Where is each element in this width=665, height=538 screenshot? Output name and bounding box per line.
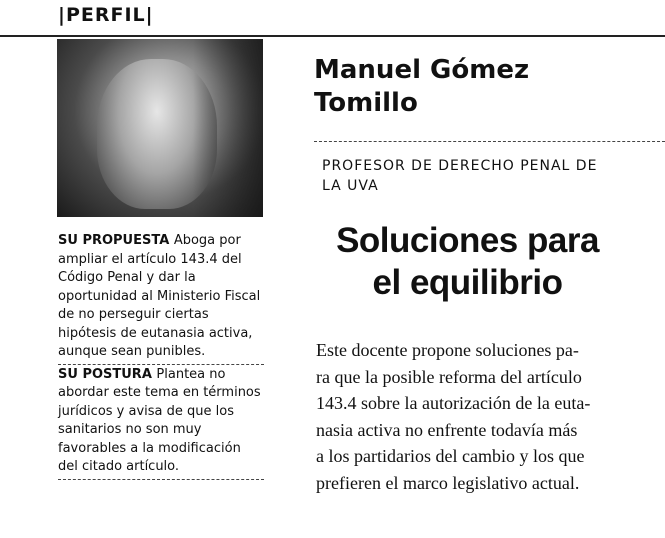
top-rule bbox=[0, 35, 665, 37]
body-line: ra que la posible reforma del artículo bbox=[316, 366, 582, 387]
portrait-shade bbox=[193, 39, 263, 217]
person-role bbox=[322, 156, 642, 196]
body-line: 143.4 sobre la autorización de la euta- bbox=[316, 393, 591, 413]
person-role-line2: LA UVA bbox=[322, 178, 379, 194]
propuesta-block bbox=[58, 232, 264, 362]
section-label: |PERFIL| bbox=[58, 4, 154, 26]
body-text bbox=[316, 337, 626, 496]
name-divider bbox=[314, 141, 665, 142]
headline-line2: el equilibrio bbox=[372, 263, 563, 302]
headline-line1: Soluciones para bbox=[336, 221, 599, 260]
propuesta-label: SU PROPUESTA bbox=[58, 233, 174, 248]
person-role-line1: PROFESOR DE DERECHO PENAL DE bbox=[322, 158, 598, 174]
portrait-photo bbox=[57, 39, 263, 217]
sidebar-divider-bottom bbox=[58, 479, 264, 480]
postura-text: Plantea no abordar este tema en términos jurídicos y avisa de que los sanitarios no son muy favorables a la modificación del citado artículo. bbox=[58, 366, 261, 474]
propuesta-text: Aboga por ampliar el artículo 143.4 del Código Penal y dar la oportunidad al Ministerio Fiscal de no perseguir ciertas hipótesis de eutanasia activa, aunque sean punibles. bbox=[58, 233, 261, 359]
headline bbox=[300, 220, 635, 304]
body-line: Este docente propone soluciones pa- bbox=[316, 340, 579, 360]
postura-label: SU POSTURA bbox=[58, 366, 157, 382]
body-line: a los partidarios del cambio y los que bbox=[316, 446, 585, 466]
person-name bbox=[314, 54, 644, 120]
sidebar-divider bbox=[58, 364, 264, 365]
body-line: nasia activa no enfrente todavía más bbox=[316, 419, 578, 440]
person-name-line1: Manuel Gómez bbox=[314, 55, 530, 85]
body-line: prefieren el marco legislativo actual. bbox=[316, 472, 580, 493]
person-name-line2: Tomillo bbox=[314, 88, 418, 118]
postura-block bbox=[58, 366, 264, 477]
profile-sidebar bbox=[58, 232, 264, 481]
